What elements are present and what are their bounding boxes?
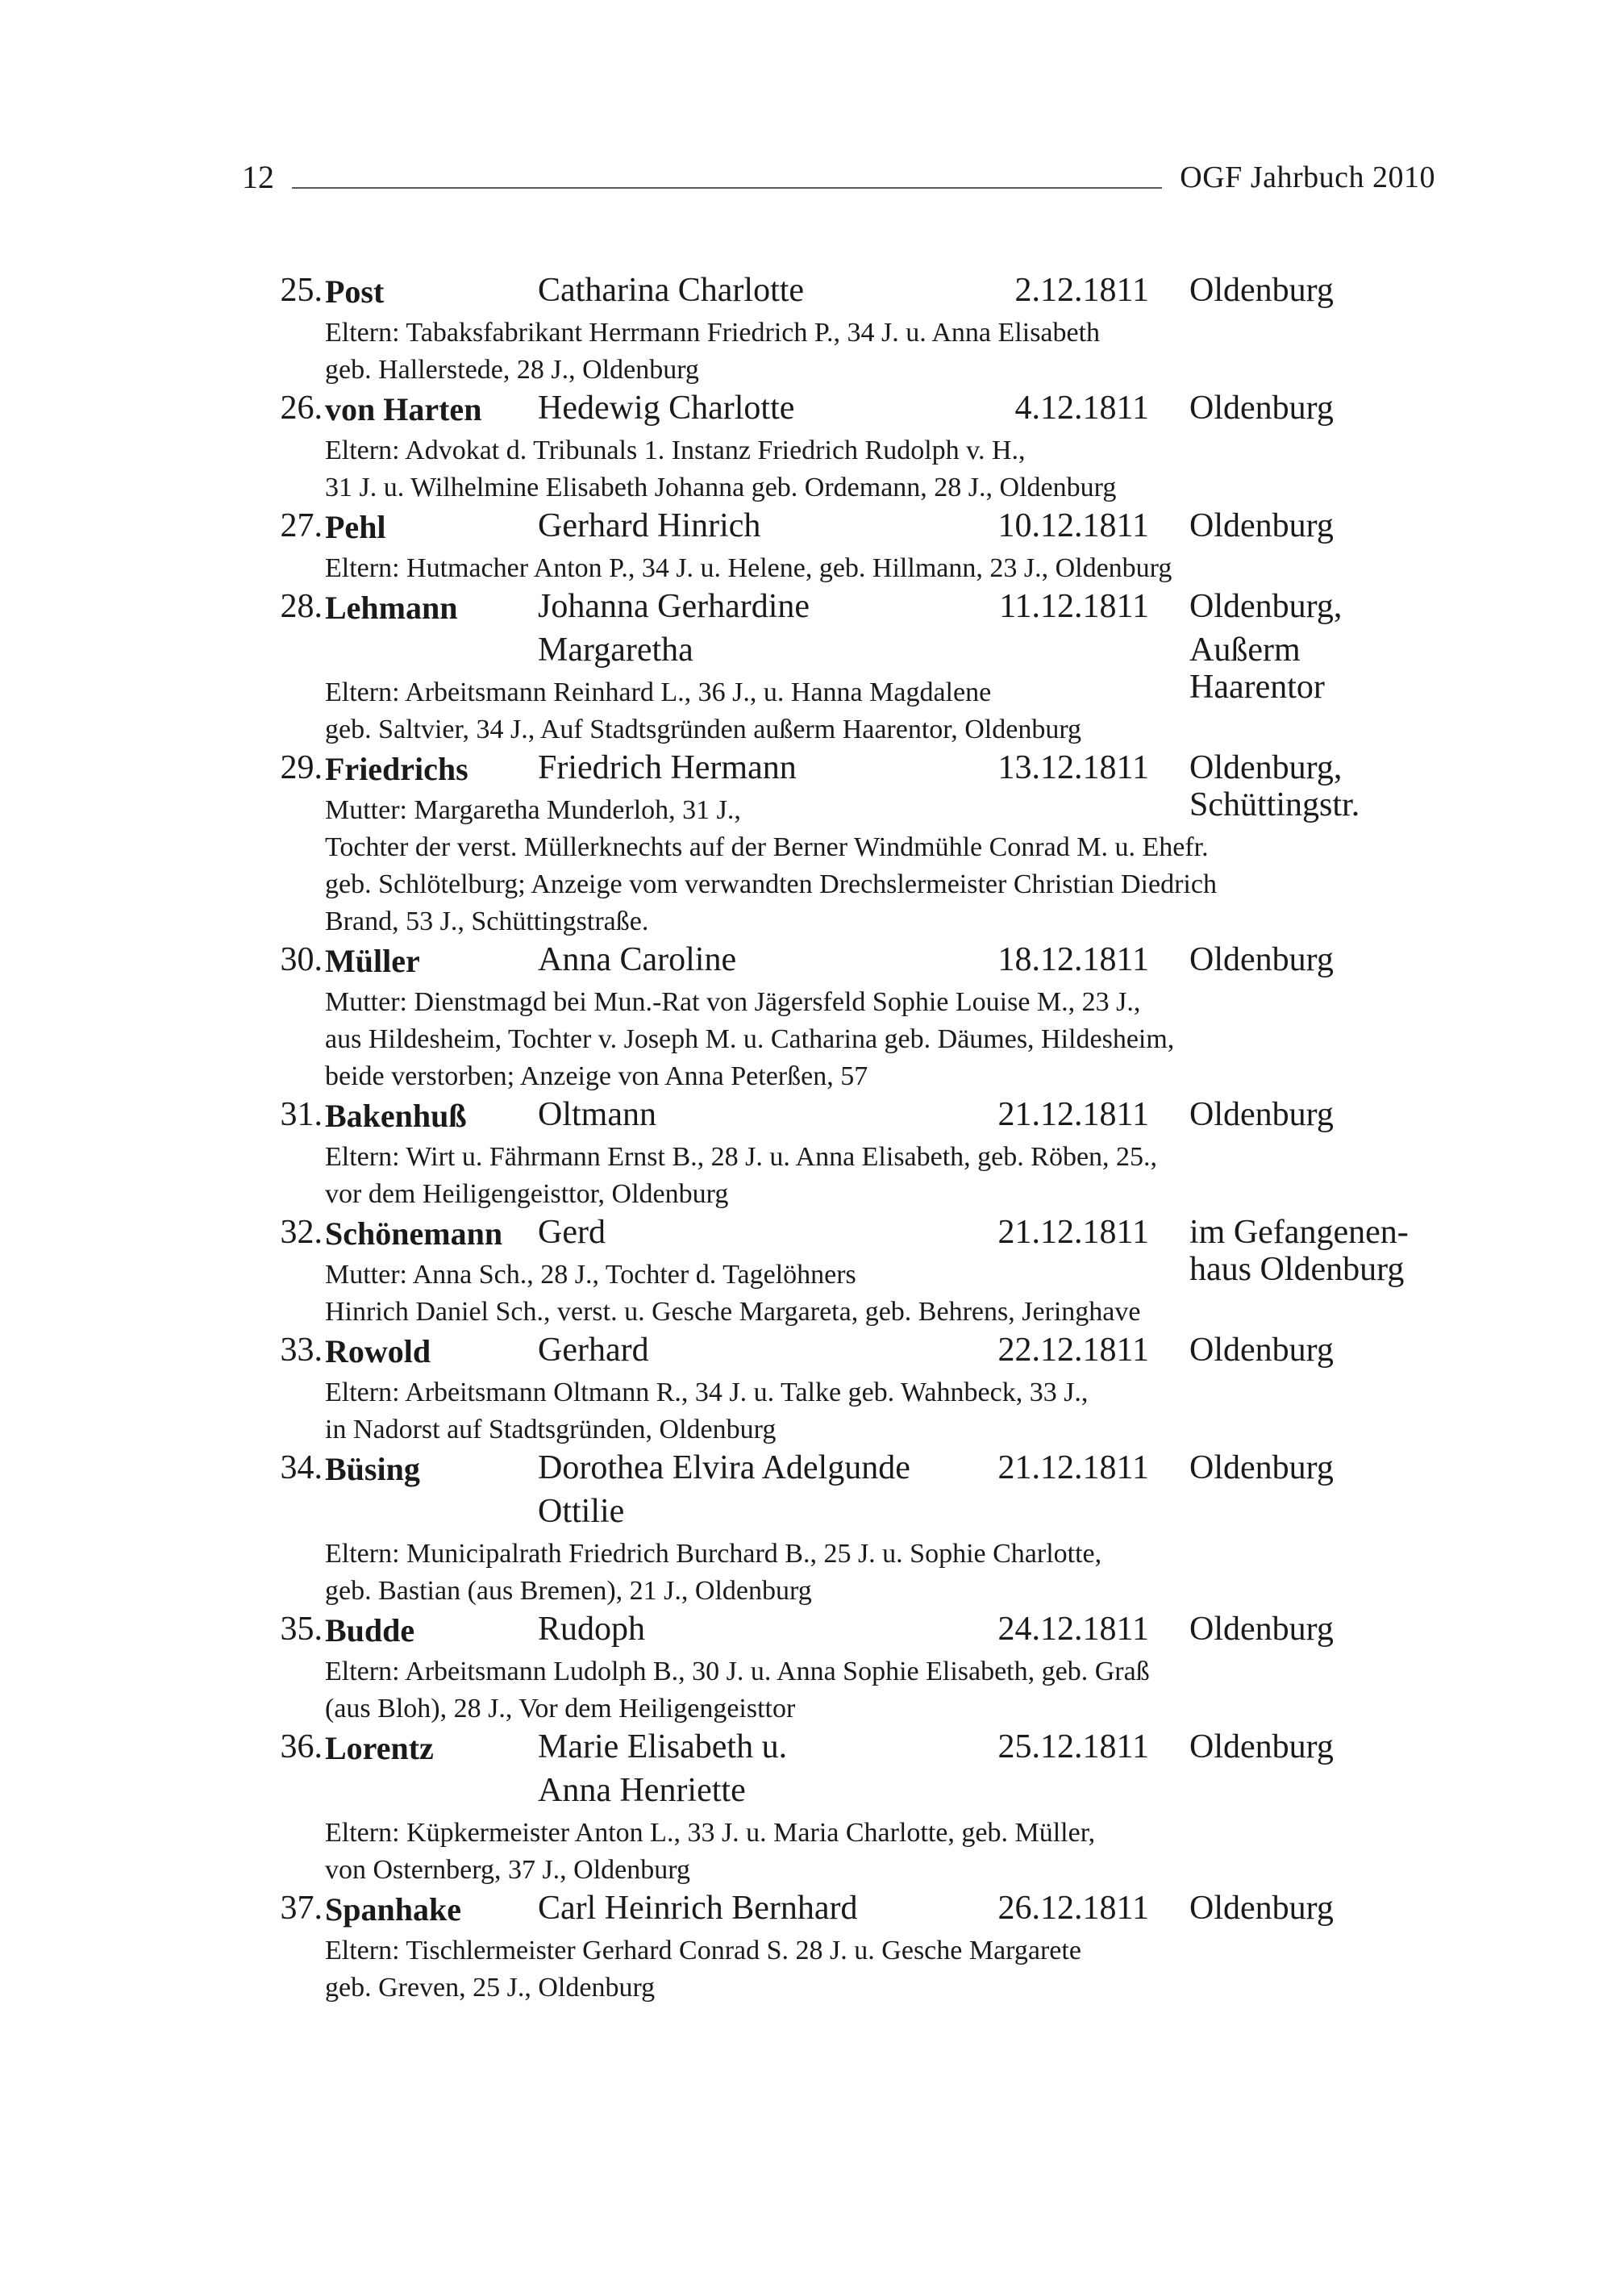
entry-detail: Eltern: Arbeitsmann Reinhard L., 36 J., u. Hanna Magdalene [325,677,992,707]
entry-given-name: Gerd [538,1214,606,1251]
entry-place: Oldenburg, [1189,588,1343,625]
entry-detail: geb. Schlötelburg; Anzeige vom verwandten Drechslermeister Christian Diedrich [325,869,1217,899]
entry-detail-line [0,1531,1624,1568]
entry-given-name: Hedewig Charlotte [538,390,795,427]
entry-number: 26. [280,390,323,427]
register-entry [0,1723,1624,1884]
entry-place: Oldenburg [1189,1332,1334,1369]
register-entry [0,1090,1624,1208]
entry-main-line [0,1766,1624,1810]
entry-detail-line [0,427,1624,465]
entry-date: 4.12.1811 [1014,390,1149,427]
entry-main-line [0,1605,1624,1649]
entry-detail: Eltern: Küpkermeister Anton L., 33 J. u. Maria Charlotte, geb. Müller, [325,1818,1096,1848]
entry-detail-line [0,465,1624,502]
entry-main-line [0,1487,1624,1531]
entry-detail-line [0,861,1624,898]
entry-date: 13.12.1811 [997,749,1149,786]
entry-detail: Mutter: Anna Sch., 28 J., Tochter d. Tagelöhners [325,1260,856,1290]
entry-date: 25.12.1811 [997,1728,1149,1765]
register-entry [0,1444,1624,1605]
entry-given-name: Johanna Gerhardine [538,588,810,625]
entry-detail-line [0,1810,1624,1847]
entry-place: haus Oldenburg [1189,1251,1405,1288]
entry-place: Außerm [1189,631,1301,669]
entry-detail: Eltern: Municipalrath Friedrich Burchard B., 25 J. u. Sophie Charlotte, [325,1539,1102,1569]
entry-date: 26.12.1811 [997,1890,1149,1927]
entry-place: Oldenburg [1189,1890,1334,1927]
entry-number: 30. [280,941,323,978]
page-number: 12 [242,159,274,195]
entry-surname: Bakenhuß [325,1098,467,1134]
entry-place: Oldenburg [1189,507,1334,544]
entry-detail-line [0,787,1624,824]
entry-number: 35. [280,1611,323,1648]
entry-surname: Rowold [325,1333,431,1369]
entry-number: 31. [280,1096,323,1133]
register-entry [0,1884,1624,2002]
entry-detail: Eltern: Advokat d. Tribunals 1. Instanz Friedrich Rudolph v. H., [325,436,1026,465]
register-entry [0,266,1624,384]
entry-detail-line [0,1965,1624,2002]
entry-main-line [0,502,1624,545]
entry-main-line [0,1723,1624,1766]
entry-detail-line [0,1407,1624,1444]
entry-surname: Lorentz [325,1730,434,1766]
entry-date: 18.12.1811 [997,941,1149,978]
entry-detail: Hinrich Daniel Sch., verst. u. Gesche Margareta, geb. Behrens, Jeringhave [325,1297,1141,1327]
entry-detail-line [0,1568,1624,1605]
entry-given-name: Marie Elisabeth u. [538,1728,788,1765]
entry-detail: in Nadorst auf Stadtsgründen, Oldenburg [325,1415,777,1444]
entry-place: Oldenburg [1189,390,1334,427]
register-entry [0,1208,1624,1326]
register-entry [0,936,1624,1090]
header-rule [292,187,1162,189]
entry-detail: Brand, 53 J., Schüttingstraße. [325,907,649,936]
entry-surname: Post [325,273,385,310]
running-title: OGF Jahrbuch 2010 [1180,160,1435,194]
entry-date: 2.12.1811 [1014,272,1149,309]
entry-detail-line [0,545,1624,582]
entry-detail-line [0,1016,1624,1053]
entry-surname: Spanhake [325,1891,461,1928]
entry-detail-line [0,669,1624,707]
entry-number: 36. [280,1728,323,1765]
entry-detail-line [0,979,1624,1016]
entry-detail-line [0,1369,1624,1407]
entry-main-line [0,744,1624,787]
register-entry [0,1326,1624,1444]
entry-detail: Eltern: Arbeitsmann Oltmann R., 34 J. u. Talke geb. Wahnbeck, 33 J., [325,1378,1089,1407]
entry-place: Haarentor [1189,669,1325,706]
entry-main-line [0,582,1624,626]
entry-main-line [0,1326,1624,1369]
entry-given-name: Ottilie [538,1493,625,1530]
entry-place: Oldenburg [1189,272,1334,309]
entry-given-name: Gerhard [538,1332,649,1369]
entry-main-line [0,1090,1624,1134]
entry-main-line [0,1444,1624,1487]
entry-detail-line [0,1134,1624,1171]
entry-date: 10.12.1811 [997,507,1149,544]
entry-detail: Eltern: Tabaksfabrikant Herrmann Friedrich P., 34 J. u. Anna Elisabeth [325,318,1101,348]
register-entry [0,384,1624,502]
entry-surname: Lehmann [325,590,458,626]
entry-place: im Gefangenen- [1189,1214,1409,1251]
entry-detail-line [0,1928,1624,1965]
entry-detail: Tochter der verst. Müllerknechts auf der Berner Windmühle Conrad M. u. Ehefr. [325,832,1209,862]
entry-main-line [0,936,1624,979]
entry-place: Oldenburg [1189,941,1334,978]
entry-place: Oldenburg [1189,1096,1334,1133]
entry-detail-line [0,1289,1624,1326]
entry-main-line [0,626,1624,669]
entry-detail-line [0,1171,1624,1208]
entry-detail: 31 J. u. Wilhelmine Elisabeth Johanna geb. Ordemann, 28 J., Oldenburg [325,473,1117,502]
entry-detail: aus Hildesheim, Tochter v. Joseph M. u. Catharina geb. Däumes, Hildesheim, [325,1024,1175,1054]
entry-detail: von Osternberg, 37 J., Oldenburg [325,1855,690,1885]
entry-given-name: Carl Heinrich Bernhard [538,1890,858,1927]
entry-detail-line [0,310,1624,347]
page-header [242,145,1435,194]
register-entry [0,1605,1624,1723]
entry-place: Oldenburg, [1189,749,1343,786]
entry-detail-line [0,1847,1624,1884]
entry-detail: geb. Saltvier, 34 J., Auf Stadtsgründen außerm Haarentor, Oldenburg [325,715,1082,744]
entry-number: 37. [280,1890,323,1927]
entry-detail: geb. Bastian (aus Bremen), 21 J., Oldenburg [325,1576,812,1606]
entry-detail: vor dem Heiligengeisttor, Oldenburg [325,1179,729,1209]
entry-detail: Eltern: Tischlermeister Gerhard Conrad S. 28 J. u. Gesche Margarete [325,1936,1081,1965]
entry-detail-line [0,1053,1624,1090]
entry-number: 29. [280,749,323,786]
entry-surname: Büsing [325,1451,420,1487]
entry-given-name: Catharina Charlotte [538,272,805,309]
entry-surname: Budde [325,1612,415,1649]
register-entry [0,744,1624,936]
entry-date: 22.12.1811 [997,1332,1149,1369]
entry-detail: (aus Bloh), 28 J., Vor dem Heiligengeisttor [325,1694,796,1724]
entry-detail-line [0,898,1624,936]
entry-number: 28. [280,588,323,625]
entry-detail: Mutter: Margaretha Munderloh, 31 J., [325,795,741,825]
entry-number: 32. [280,1214,323,1251]
entry-detail-line [0,1649,1624,1686]
entry-surname: Friedrichs [325,751,468,787]
entry-place: Schüttingstr. [1189,786,1360,823]
entry-detail-line [0,347,1624,384]
entry-given-name: Friedrich Hermann [538,749,797,786]
register-entry [0,502,1624,582]
entry-place: Oldenburg [1189,1728,1334,1765]
entry-surname: Pehl [325,509,386,545]
entry-detail-line [0,1686,1624,1723]
entry-given-name: Margaretha [538,631,693,669]
entry-detail: Eltern: Hutmacher Anton P., 34 J. u. Helene, geb. Hillmann, 23 J., Oldenburg [325,553,1172,583]
entry-number: 34. [280,1449,323,1486]
entry-given-name: Anna Caroline [538,941,737,978]
entry-date: 11.12.1811 [999,588,1149,625]
entry-date: 21.12.1811 [997,1214,1149,1251]
entry-detail-line [0,707,1624,744]
birth-register-list [0,266,1624,2002]
entry-number: 27. [280,507,323,544]
entry-surname: Müller [325,943,420,979]
entry-detail: beide verstorben; Anzeige von Anna Peterßen, 57 [325,1061,868,1091]
entry-detail-line [0,824,1624,861]
entry-given-name: Anna Henriette [538,1772,746,1809]
entry-surname: von Harten [325,391,482,427]
entry-date: 21.12.1811 [997,1449,1149,1486]
entry-detail: Eltern: Wirt u. Fährmann Ernst B., 28 J. u. Anna Elisabeth, geb. Röben, 25., [325,1142,1158,1172]
entry-detail: geb. Hallerstede, 28 J., Oldenburg [325,355,699,385]
entry-detail-line [0,1252,1624,1289]
entry-number: 33. [280,1332,323,1369]
entry-detail: Eltern: Arbeitsmann Ludolph B., 30 J. u. Anna Sophie Elisabeth, geb. Graß [325,1657,1150,1686]
entry-date: 21.12.1811 [997,1096,1149,1133]
entry-detail: geb. Greven, 25 J., Oldenburg [325,1973,656,2003]
entry-surname: Schönemann [325,1215,503,1252]
entry-given-name: Oltmann [538,1096,656,1133]
entry-main-line [0,1208,1624,1252]
entry-date: 24.12.1811 [997,1611,1149,1648]
entry-number: 25. [280,272,323,309]
entry-given-name: Dorothea Elvira Adelgunde [538,1449,910,1486]
entry-place: Oldenburg [1189,1611,1334,1648]
entry-given-name: Rudoph [538,1611,646,1648]
entry-main-line [0,1884,1624,1928]
entry-given-name: Gerhard Hinrich [538,507,761,544]
entry-main-line [0,384,1624,427]
entry-main-line [0,266,1624,310]
entry-detail: Mutter: Dienstmagd bei Mun.-Rat von Jägersfeld Sophie Louise M., 23 J., [325,987,1141,1017]
register-entry [0,582,1624,744]
entry-place: Oldenburg [1189,1449,1334,1486]
